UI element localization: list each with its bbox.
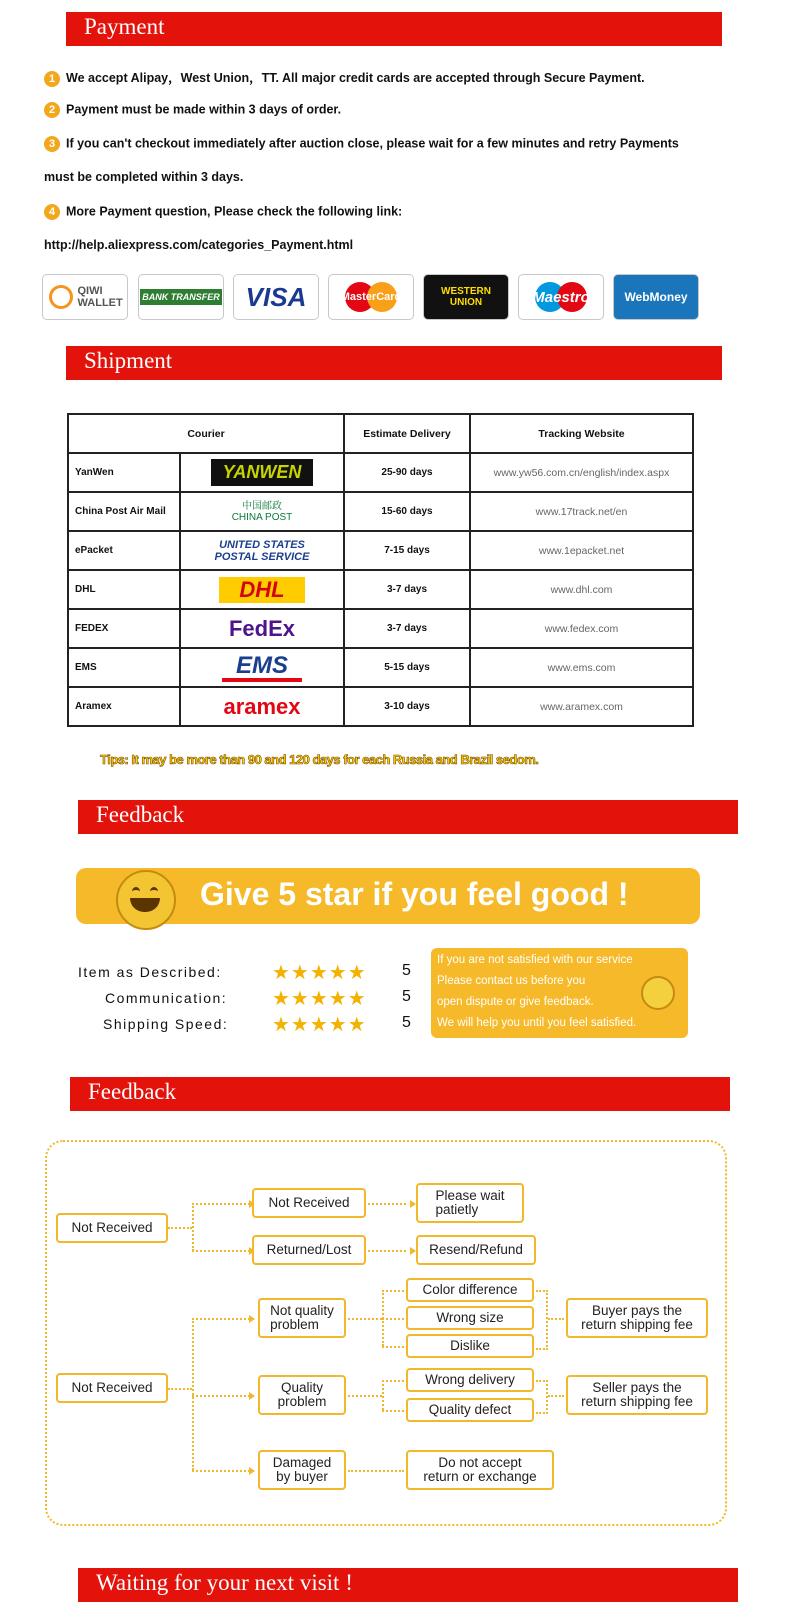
connector [192, 1318, 194, 1470]
logo-text: QIWI WALLET [77, 285, 123, 309]
yanwen-logo [180, 453, 344, 492]
logo-text: Maestro [532, 288, 590, 306]
connector [536, 1380, 548, 1414]
tracking-url[interactable]: www.aramex.com [470, 687, 693, 726]
star-rating-shipping: ★★★★★ [272, 1014, 367, 1036]
fedex-logo [180, 609, 344, 648]
payment-text: We accept Alipay，West Union，TT. All major credit cards are accepted through Secure Payment. [66, 71, 645, 85]
table-header-row [68, 414, 693, 453]
payment-text: Payment must be made within 3 days of order. [66, 102, 342, 117]
wrong-delivery-box [406, 1368, 534, 1392]
box-label: Dislike [450, 1338, 490, 1353]
feedback-heading-1: Feedback [96, 802, 185, 827]
box-label: Do not accept return or exchange [423, 1455, 537, 1484]
usps-logo [180, 531, 344, 570]
delivery-days: 3-7 days [344, 609, 470, 648]
connector [382, 1410, 404, 1412]
box-label: Not quality problem [270, 1303, 334, 1332]
connector [382, 1380, 384, 1410]
connector [368, 1250, 406, 1252]
box-label: Not Received [268, 1195, 350, 1210]
quality-problem-box [258, 1375, 346, 1415]
box-label: Not Received [71, 1220, 153, 1235]
arrow-icon [249, 1467, 255, 1475]
connector [192, 1395, 250, 1397]
logo-text: FedEx [228, 615, 296, 641]
table-row [68, 492, 693, 531]
mastercard-logo [328, 274, 414, 320]
payment-heading: Payment [84, 14, 165, 39]
payment-line-3b [44, 170, 243, 184]
western-union-logo [423, 274, 509, 320]
delivery-days: 15-60 days [344, 492, 470, 531]
box-label: Please wait patietly [435, 1188, 505, 1217]
tracking-url[interactable]: www.1epacket.net [470, 531, 693, 570]
table-row [68, 453, 693, 492]
courier-name: YanWen [68, 453, 180, 492]
smiley-icon [116, 870, 176, 930]
logo-text: MasterCard [340, 291, 402, 303]
box-label: Quality defect [428, 1402, 512, 1417]
courier-name: China Post Air Mail [68, 492, 180, 531]
tracking-url[interactable]: www.dhl.com [470, 570, 693, 609]
connector [382, 1290, 404, 1292]
star-rating-communication: ★★★★★ [272, 988, 367, 1010]
logo-text: 中国邮政 CHINA POST [231, 500, 293, 523]
angel-smiley-icon [641, 976, 675, 1010]
payment-line-4 [44, 204, 402, 220]
wrong-size-box [406, 1306, 534, 1330]
rating-label-communication: Communication: [105, 990, 228, 1006]
damaged-by-buyer-box [258, 1450, 346, 1490]
rating-label-shipping: Shipping Speed: [103, 1016, 229, 1032]
not-received-root-1 [56, 1213, 168, 1243]
shipment-table [67, 413, 694, 727]
rating-score-communication: 5 [402, 988, 411, 1005]
delivery-days: 5-15 days [344, 648, 470, 687]
payment-banner [66, 12, 722, 46]
logo-text: WESTERN UNION [441, 286, 491, 308]
please-wait-box [416, 1183, 524, 1223]
delivery-header: Estimate Delivery [344, 414, 470, 453]
tracking-url[interactable]: www.yw56.com.cn/english/index.aspx [470, 453, 693, 492]
aramex-logo [180, 687, 344, 726]
courier-name: FEDEX [68, 609, 180, 648]
payment-text: If you can't checkout immediately after auction close, please wait for a few minutes and retry Payments [66, 136, 679, 151]
visa-logo [233, 274, 319, 320]
table-row [68, 570, 693, 609]
webmoney-logo [613, 274, 699, 320]
buyer-pays-box [566, 1298, 708, 1338]
give-5-star-text: Give 5 star if you feel good ! [200, 876, 629, 912]
logo-text: WebMoney [624, 290, 688, 304]
box-label: Wrong size [436, 1310, 504, 1325]
connector [192, 1203, 194, 1251]
resend-refund-box [416, 1235, 536, 1265]
arrow-icon [249, 1392, 255, 1400]
courier-name: Aramex [68, 687, 180, 726]
connector [192, 1203, 250, 1205]
connector [348, 1470, 404, 1472]
table-row [68, 687, 693, 726]
connector [368, 1203, 406, 1205]
payment-help-link[interactable] [44, 238, 353, 252]
rating-score-shipping: 5 [402, 1014, 411, 1031]
connector [548, 1318, 564, 1320]
delivery-days: 7-15 days [344, 531, 470, 570]
payment-text: More Payment question, Please check the following link: [66, 204, 403, 219]
feedback-banner-1 [78, 800, 738, 834]
not-quality-problem-box [258, 1298, 346, 1338]
help-link[interactable]: http://help.aliexpress.com/categories_Payment.html [44, 238, 354, 252]
logo-text: VISA [245, 281, 307, 312]
connector [536, 1290, 548, 1350]
logo-text: UNITED STATES POSTAL SERVICE [214, 538, 310, 563]
connector [348, 1395, 382, 1397]
logo-text: EMS [222, 654, 302, 682]
logo-text: BANK TRANSFER [140, 289, 222, 305]
star-rating-item: ★★★★★ [272, 962, 367, 984]
box-label: Not Received [71, 1380, 153, 1395]
color-difference-box [406, 1278, 534, 1302]
box-label: Quality problem [277, 1380, 327, 1409]
notice-line: Please contact us before you [437, 975, 586, 987]
notice-line: We will help you until you feel satisfied. [437, 1017, 637, 1029]
arrow-icon [249, 1315, 255, 1323]
shipping-tips: Tips: It may be more than 90 and 120 days for each Russia and Brazil sedom. [100, 752, 539, 767]
box-label: Returned/Lost [266, 1242, 352, 1257]
footer-heading: Waiting for your next visit ! [96, 1570, 353, 1595]
connector [382, 1346, 404, 1348]
rating-score-item: 5 [402, 962, 411, 979]
logo-text: YANWEN [211, 459, 314, 486]
box-label: Color difference [422, 1282, 518, 1297]
number-badge: 1 [44, 71, 60, 87]
connector [382, 1380, 404, 1382]
footer-banner [78, 1568, 738, 1602]
shipment-banner [66, 346, 722, 380]
table-row [68, 531, 693, 570]
box-label: Buyer pays the return shipping fee [581, 1303, 693, 1332]
connector [192, 1318, 250, 1320]
logo-text: DHL [219, 577, 304, 603]
notice-line: If you are not satisfied with our service [437, 954, 633, 966]
table-row [68, 609, 693, 648]
number-badge: 2 [44, 102, 60, 118]
satisfaction-notice [431, 948, 688, 1038]
box-label: Damaged by buyer [272, 1455, 332, 1484]
payment-line-3 [44, 136, 679, 152]
dislike-box [406, 1334, 534, 1358]
notice-line: open dispute or give feedback. [437, 996, 594, 1008]
connector [382, 1318, 404, 1320]
tracking-url[interactable]: www.17track.net/en [470, 492, 693, 531]
delivery-days: 3-10 days [344, 687, 470, 726]
logo-text: aramex [223, 693, 301, 719]
rating-label-item: Item as Described: [78, 964, 222, 980]
delivery-days: 3-7 days [344, 570, 470, 609]
courier-name: DHL [68, 570, 180, 609]
connector [168, 1388, 192, 1390]
box-label: Wrong delivery [425, 1372, 515, 1387]
connector [168, 1227, 192, 1229]
not-received-root-2 [56, 1373, 168, 1403]
connector [192, 1470, 250, 1472]
not-received-branch [252, 1188, 366, 1218]
dhl-logo [180, 570, 344, 609]
china-post-logo [180, 492, 344, 531]
tracking-url[interactable]: www.fedex.com [470, 609, 693, 648]
payment-text: must be completed within 3 days. [44, 170, 244, 184]
number-badge: 3 [44, 136, 60, 152]
delivery-days: 25-90 days [344, 453, 470, 492]
returned-lost-box [252, 1235, 366, 1265]
tracking-url[interactable]: www.ems.com [470, 648, 693, 687]
seller-pays-box [566, 1375, 708, 1415]
shipment-heading: Shipment [84, 348, 173, 373]
do-not-accept-box [406, 1450, 554, 1490]
payment-line-2 [44, 102, 341, 118]
courier-header: Courier [68, 414, 344, 453]
connector [548, 1395, 564, 1397]
feedback-heading-2: Feedback [88, 1079, 177, 1104]
box-label: Seller pays the return shipping fee [581, 1380, 693, 1409]
payment-line-1 [44, 68, 645, 87]
bank-transfer-logo [138, 274, 224, 320]
quality-defect-box [406, 1398, 534, 1422]
connector [348, 1318, 382, 1320]
box-label: Resend/Refund [429, 1242, 523, 1257]
tracking-header: Tracking Website [470, 414, 693, 453]
number-badge: 4 [44, 204, 60, 220]
connector [192, 1250, 250, 1252]
feedback-banner-2 [70, 1077, 730, 1111]
courier-name: EMS [68, 648, 180, 687]
qiwi-wallet-logo [42, 274, 128, 320]
courier-name: ePacket [68, 531, 180, 570]
maestro-logo [518, 274, 604, 320]
table-row [68, 648, 693, 687]
ems-logo [180, 648, 344, 687]
